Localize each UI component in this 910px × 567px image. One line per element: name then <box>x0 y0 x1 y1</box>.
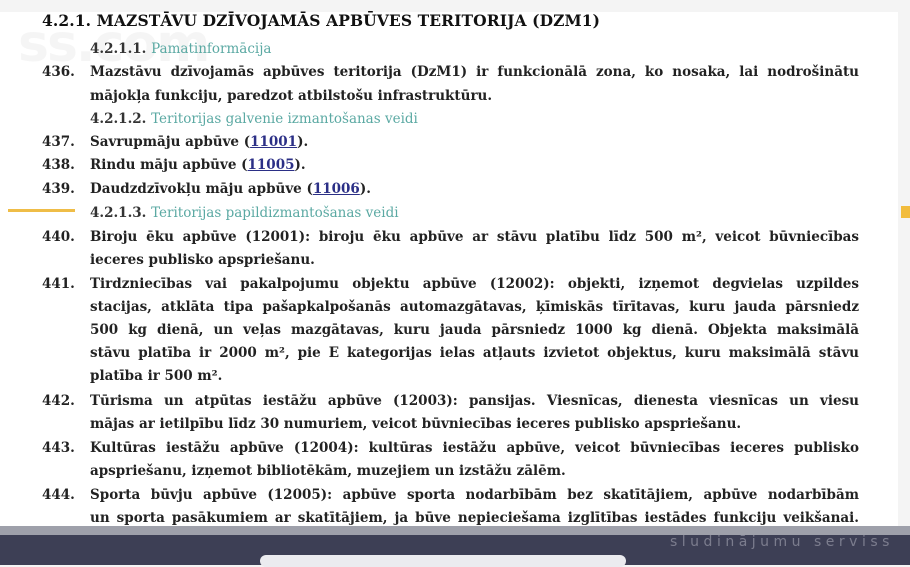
subsection-papildizmantosanas <box>90 205 399 221</box>
item-line: mājas ar ietilpību līdz 30 numuriem, veicot būvniecības ieceres publisko apspriešanu. <box>90 416 742 432</box>
watermark-tagline: sludinājumu serviss <box>670 534 894 550</box>
item-line: Kultūras iestāžu apbūve (12004): kultūras iestāžu apbūve, veicot būvniecības ieceres publisko <box>90 440 859 456</box>
item-text: Daudzdzīvokļu māju apbūve ( <box>90 181 313 197</box>
subsection-number: 4.2.1.1. <box>90 41 147 57</box>
left-position-marker <box>8 209 75 212</box>
item-line: Mazstāvu dzīvojamās apbūves teritorija (DzM1) ir funkcionālā zona, ko nosaka, lai nodrošinātu <box>90 64 859 80</box>
item-text: ). <box>359 181 371 197</box>
section-heading: 4.2.1. MAZSTĀVU DZĪVOJAMĀS APBŪVES TERITORIJA (DZM1) <box>42 11 601 30</box>
item-number: 437. <box>42 134 75 150</box>
item-line: 500 kg dienā, un veļas mazgātavas, kuru jauda pārsniedz 1000 kg dienā. Objekta maksimālā <box>90 322 859 338</box>
subsection-number: 4.2.1.3. <box>90 205 147 221</box>
item-number: 442. <box>42 393 75 409</box>
subsection-title: Teritorijas galvenie izmantošanas veidi <box>151 111 418 127</box>
code-link-11005[interactable]: 11005 <box>247 157 295 173</box>
item-line <box>90 181 371 197</box>
right-bookmark-marker[interactable] <box>901 206 910 218</box>
item-line: ieceres publisko apspriešanu. <box>90 252 315 268</box>
item-line <box>90 157 306 173</box>
horizontal-scrollbar-thumb[interactable] <box>260 555 626 567</box>
item-line: platība ir 500 m². <box>90 368 223 384</box>
code-link-11001[interactable]: 11001 <box>250 134 298 150</box>
subsection-title: Teritorijas papildizmantošanas veidi <box>151 205 399 221</box>
item-line: Tirdzniecības vai pakalpojumu objektu apbūve (12002): objekti, izņemot degvielas uzpildes <box>90 276 859 292</box>
item-number: 441. <box>42 276 75 292</box>
item-line: Tūrisma un atpūtas iestāžu apbūve (12003): pansijas. Viesnīcas, dienesta viesnīcas un viesu <box>90 393 859 409</box>
item-number: 444. <box>42 487 75 503</box>
item-text: Savrupmāju apbūve ( <box>90 134 251 150</box>
item-number: 438. <box>42 157 75 173</box>
item-line: Biroju ēku apbūve (12001): biroju ēku apbūve ar stāvu platību līdz 500 m², veicot būvniecības <box>90 229 859 245</box>
item-line: apspriešanu, izņemot bibliotēkām, muzejiem un izstāžu zālēm. <box>90 463 566 479</box>
subsection-title: Pamatinformācija <box>151 41 272 57</box>
code-link-11006[interactable]: 11006 <box>312 181 360 197</box>
item-line: mājokļa funkciju, paredzot atbilstošu infrastruktūru. <box>90 88 493 104</box>
item-line: stāvu platība ir 2000 m², pie E kategorijas ielas atļauts izvietot objektus, kuru maksimālā stāvu <box>90 345 859 361</box>
item-text: Rindu māju apbūve ( <box>90 157 248 173</box>
subsection-number: 4.2.1.2. <box>90 111 147 127</box>
right-side-panel <box>898 0 910 526</box>
item-number: 440. <box>42 229 75 245</box>
item-line: un sporta pasākumiem ar skatītājiem, ja būve nepieciešama izglītības iestādes funkciju veikšanai. <box>90 510 859 526</box>
item-line: stacijas, atklāta tipa pašapkalpošanās automazgātavas, ķīmiskās tīrītavas, kuru jauda pārsniedz <box>90 299 859 315</box>
item-number: 436. <box>42 64 75 80</box>
item-number: 439. <box>42 181 75 197</box>
item-text: ). <box>297 134 309 150</box>
item-line: Sporta būvju apbūve (12005): apbūve sporta nodarbībām bez skatītājiem, apbūve nodarbībām <box>90 487 859 503</box>
subsection-galvenie <box>90 111 418 127</box>
item-text: ). <box>294 157 306 173</box>
item-number: 443. <box>42 440 75 456</box>
item-line <box>90 134 308 150</box>
subsection-pamatinformacija <box>90 41 271 57</box>
